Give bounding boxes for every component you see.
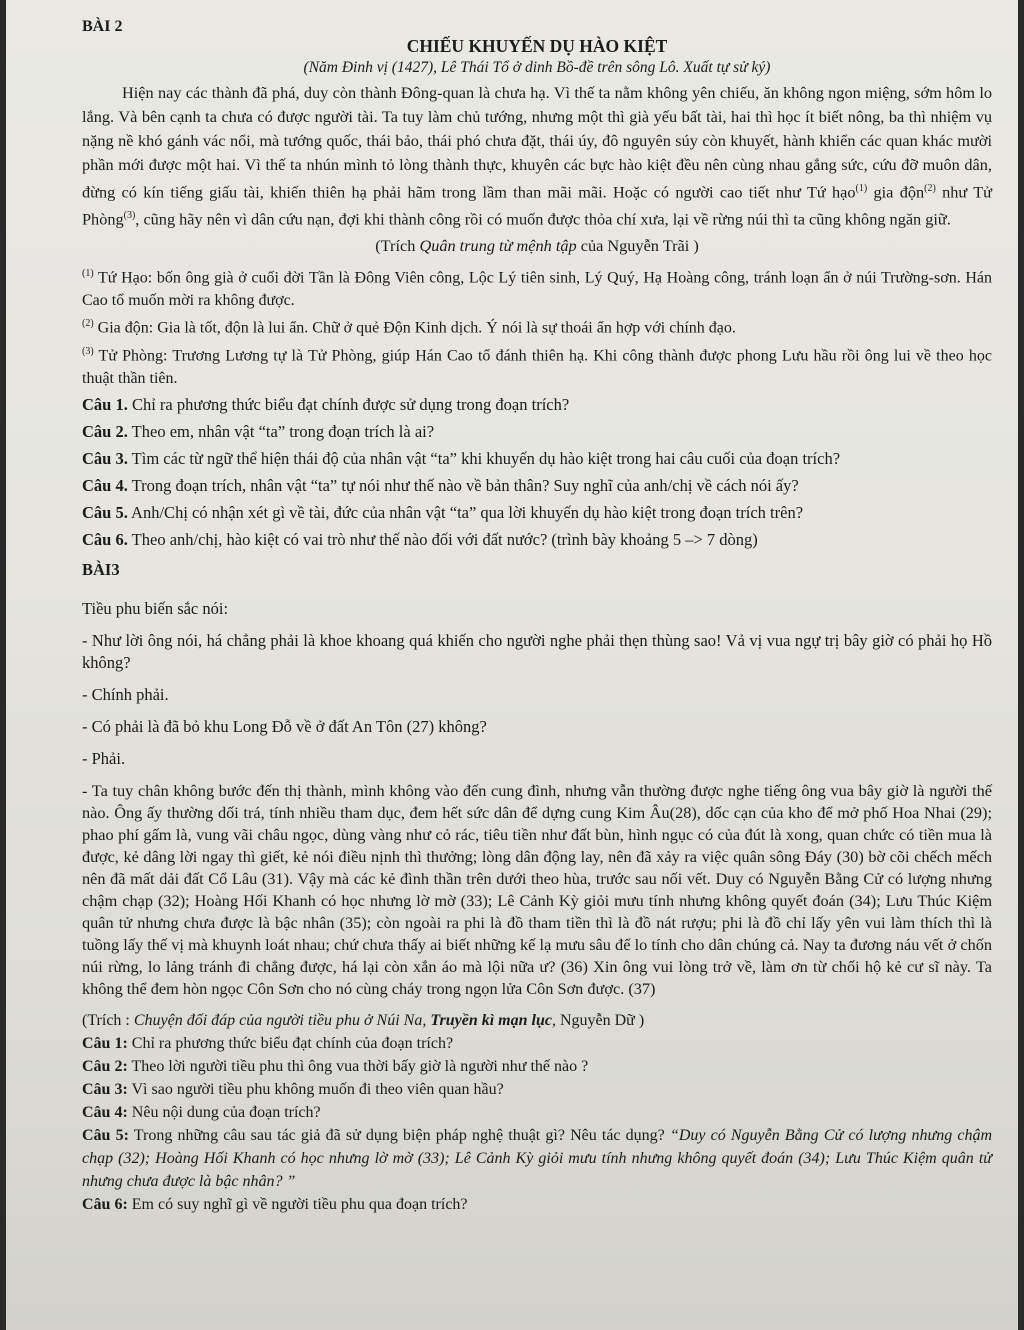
bai2-heading: BÀI 2 (82, 18, 123, 35)
bai2-question-6: Câu 6. Theo anh/chị, hào kiệt có vai trò như thế nào đối với đất nước? (trình bày khoảng 5 –> 7 dòng) (82, 529, 758, 549)
bai3-question-2: Câu 2: Theo lời người tiều phu thì ông vua thời bấy giờ là người như thế nào ? (82, 1057, 589, 1075)
bai3-heading: BÀI3 (82, 559, 120, 579)
bai3-line-5: - Phải. (82, 748, 126, 768)
bai3-question-4: Câu 4: Nêu nội dung của đoạn trích? (82, 1103, 321, 1121)
bai2-question-3: Câu 3. Tìm các từ ngữ thể hiện thái độ của nhân vật “ta” khi khuyến dụ hào kiệt trong hai câu cuối của đoạn trích? (82, 448, 841, 468)
bai2-question-1: Câu 1. Chỉ ra phương thức biểu đạt chính được sử dụng trong đoạn trích? (82, 394, 570, 414)
bai3-line-3: - Chính phải. (82, 684, 169, 704)
bai2-subtitle: (Năm Đinh vị (1427), Lê Thái Tổ ở dinh Bồ-đề trên sông Lô. Xuất tự sử ký) (303, 59, 771, 76)
paper-sheet (6, 0, 1018, 1330)
bai2-source: (Trích Quân trung từ mệnh tập của Nguyễn Trãi ) (375, 235, 699, 255)
bai3-line-4: - Có phải là đã bỏ khu Long Đỗ về ở đất An Tôn (27) không? (82, 716, 487, 736)
footnote-2: $^{(2)}$ Gia độn: Gia là tốt, độn là lui ẩn. Chữ ở quẻ Độn Kinh dịch. Ý nói là sự thoái ẩn hợp với chính đạo. (82, 318, 736, 337)
bai3-line-2: - Như lời ông nói, há chẳng phải là khoe khoang quá khiến cho người nghe phải thẹn thùng sao! Vả vị vua ngự trị bây giờ có phải họ Hồ không? (82, 630, 992, 672)
bai2-passage: Hiện nay các thành đã phá, duy còn thành Đông-quan là chưa hạ. Vì thế ta nằm không yên chiếu, ăn không ngon miệng, sớm hôm lo lắng. Và bên cạnh ta chưa có được người tài. Ta tuy làm chủ tướng, nhưng một thì già yếu bất tài, hai thì học ít biết nông, ba thì nhiệm vụ nặng nề khó gánh vác nổi, mà tướng quốc, thái bảo, thái phó chưa đặt, thái úy, đô nguyên súy còn khuyết, hành khiển các quan khác mười phần mới được một hai. Vì thế ta nhún mình tỏ lòng thành thực, khuyên các bực hào kiệt đều nên cùng nhau gắng sức, cứu đỡ muôn dân, đừng có kín tiếng giấu tài, khiến thiên hạ phải hãm trong lầm than mãi mãi. Hoặc có người cao tiết như Tứ hạo$^{(1)}$ gia độn$^{(2)}$ như Tử Phòng$^{(3)}$, cũng hãy nên vì dân cứu nạn, đợi khi thành công rồi có muốn được thỏa chí xưa, lại về rừng núi thì ta cũng không ngăn giữ. (82, 83, 992, 229)
bai3-question-3: Câu 3: Vì sao người tiều phu không muốn đi theo viên quan hầu? (82, 1080, 504, 1098)
bai3-question-6: Câu 6: Em có suy nghĩ gì về người tiều phu qua đoạn trích? (82, 1195, 468, 1213)
document-content (82, 18, 992, 1216)
bai3-line-1: Tiều phu biến sắc nói: (82, 598, 229, 618)
bai2-question-2: Câu 2. Theo em, nhân vật “ta” trong đoạn trích là ai? (82, 421, 435, 441)
bai3-question-5: Câu 5: Trong những câu sau tác giả đã sử dụng biện pháp nghệ thuật gì? Nêu tác dụng? “Duy có Nguyễn Bằng Cử có lượng nhưng chậm chạp (32); Hoàng Hối Khanh có học nhưng lờ mờ (33); Lê Cảnh Kỳ giỏi mưu tính nhưng không quyết đoán (34); Lưu Thúc Kiệm quân tử nhưng chưa được là bậc nhân? ” (82, 1126, 993, 1190)
bai3-source: (Trích : Chuyện đối đáp của người tiều phu ở Núi Na, Truyền kì mạn lục, Nguyễn Dữ ) (82, 1011, 645, 1029)
footnote-1: $^{(1)}$ Tứ Hạo: bốn ông già ở cuối đời Tần là Đông Viên công, Lộc Lý tiên sinh, Lý Quý, Hạ Hoàng công, tránh loạn ẩn ở núi Trường-sơn. Hán Cao tổ muốn mời ra không được. (82, 267, 992, 310)
bai3-question-1: Câu 1: Chỉ ra phương thức biểu đạt chính của đoạn trích? (82, 1034, 454, 1052)
bai3-long-passage: - Ta tuy chân không bước đến thị thành, mình không vào đến cung đình, nhưng vẫn thường được nghe tiếng ông vua bây giờ là người thế nào. Ông ấy thường dối trá, tính nhiều tham dục, đem hết sức dân để dựng cung Kim Âu(28), dốc cạn của kho để mở phố Hoa Nhai (29); phao phí gấm là, vung vãi châu ngọc, dùng vàng như cỏ rác, tiêu tiền như đất bùn, hình ngục có của đút là xong, quan chức có tiền mua là được, kẻ dâng lời ngay thì giết, kẻ nói điều nịnh thì thưởng; lòng dân động lay, nên đã xảy ra việc quân sông Đáy (30) bờ cõi chếch mếch nên đã mất dải đất Cổ Lâu (31). Vậy mà các kẻ đình thần trên dưới theo hùa, trước sau nối vết. Duy có Nguyễn Bằng Cử có lượng nhưng chậm chạp (32); Hoàng Hối Khanh có học nhưng lờ mờ (33); Lê Cảnh Kỳ giỏi mưu tính nhưng không quyết đoán (34); Lưu Thúc Kiệm quân tử nhưng chưa được là bậc nhân (35); còn ngoài ra phi là đồ tham tiền thì là đồ nát rượu; phi là đồ chỉ lấy yên vui làm thích thì là tuồng lấy thế vị mà khuynh loát nhau; chứ chưa thấy ai biết những kế lạ mưu sâu để lo tính cho dân chúng cả. Nay ta đương náu vết ở chốn núi rừng, lo lảng tránh đi chẳng được, há lại còn xắn áo mà lội nữa ư? (36) Xin ông vui lòng trở về, làm ơn từ chối hộ kẻ cư sĩ này. Ta không thể đem hòn ngọc Côn Sơn cho nó cùng cháy trong ngọn lửa Côn Sơn được. (37) (82, 780, 992, 998)
bai2-question-5: Câu 5. Anh/Chị có nhận xét gì về tài, đức của nhân vật “ta” qua lời khuyến dụ hào kiệt trong đoạn trích trên? (82, 502, 804, 522)
footnote-3: $^{(3)}$ Tử Phòng: Trương Lương tự là Tử Phòng, giúp Hán Cao tổ đánh thiên hạ. Khi công thành được phong Lưu hầu rồi ông lui về theo học thuật thần tiên. (82, 345, 992, 387)
bai2-title: CHIẾU KHUYẾN DỤ HÀO KIỆT (406, 36, 668, 56)
bai2-question-4: Câu 4. Trong đoạn trích, nhân vật “ta” tự nói như thế nào về bản thân? Suy nghĩ của anh/chị về cách nói ấy? (82, 475, 799, 495)
